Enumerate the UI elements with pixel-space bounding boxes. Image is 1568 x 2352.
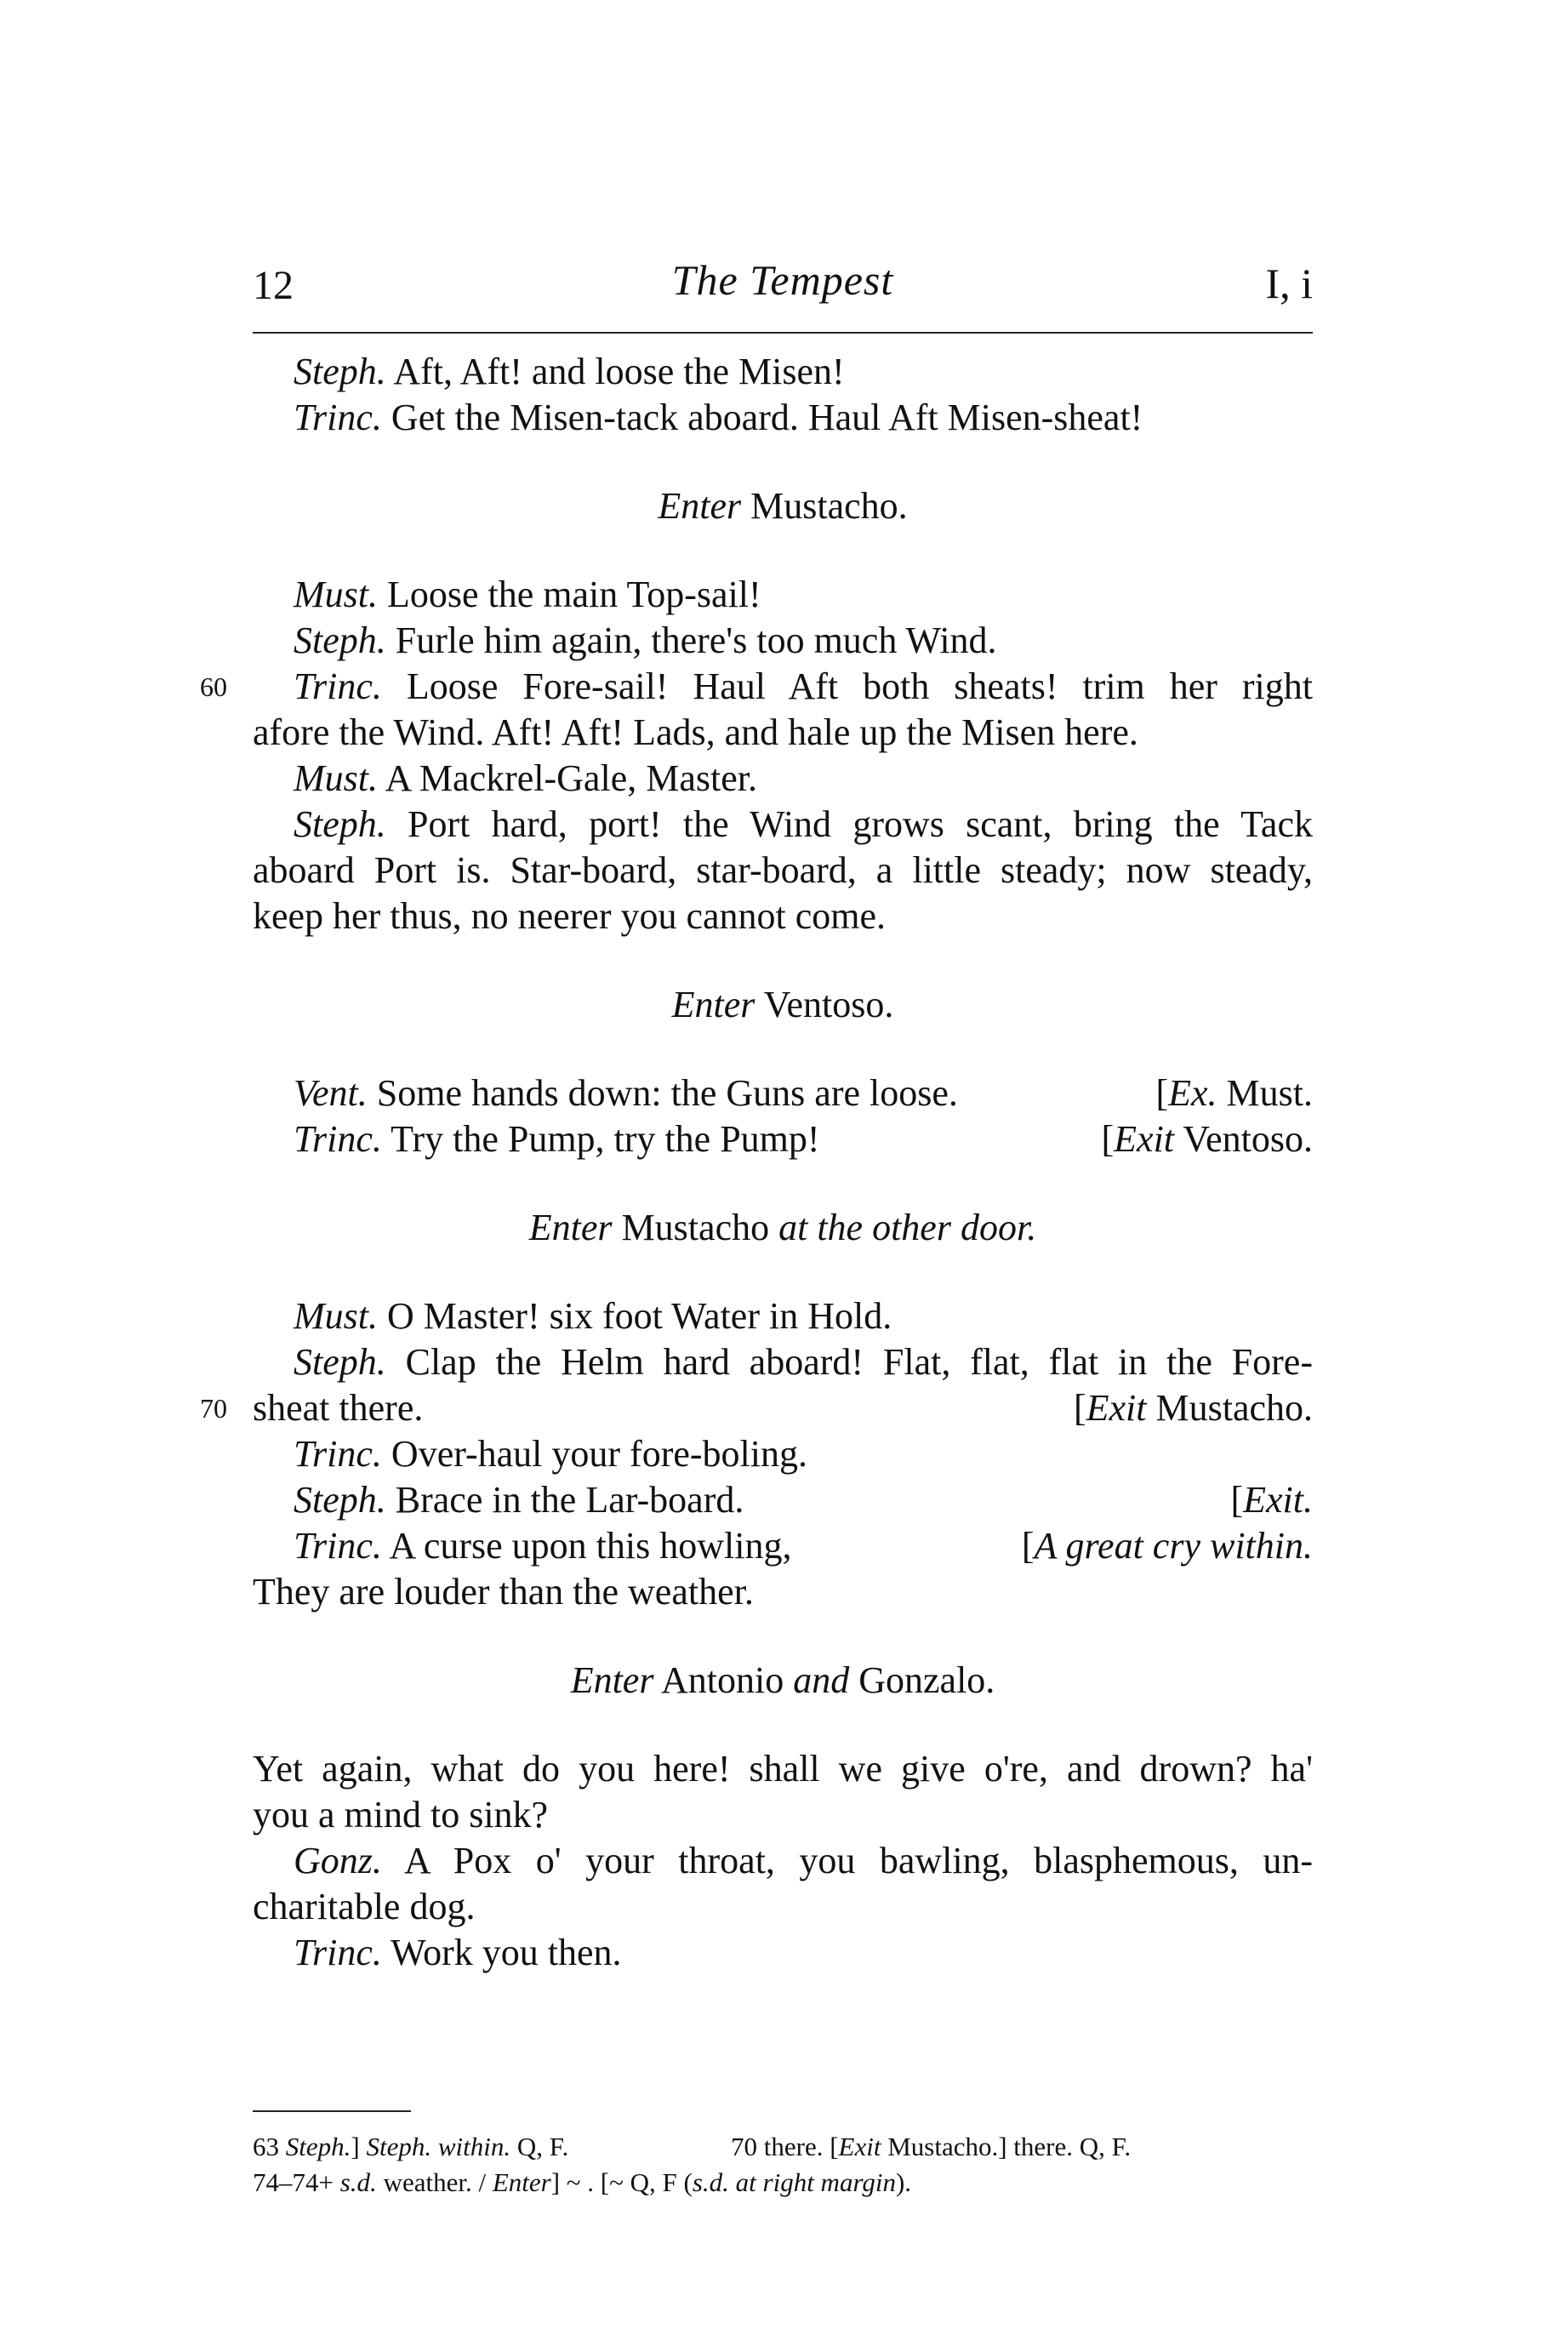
speech-line xyxy=(253,756,1313,802)
speaker: Must. xyxy=(294,1295,378,1337)
exit-direction: [Exit Ventoso. xyxy=(1101,1118,1313,1160)
line-text: Over-haul your fore-boling. xyxy=(381,1433,807,1475)
line-text: Port hard, port! the Wind grows scant, bring the Tack xyxy=(385,803,1313,845)
speech-line xyxy=(253,1930,1313,1976)
speaker: Trinc. xyxy=(294,1932,382,1973)
page-number: 12 xyxy=(253,263,294,308)
stage-direction: Enter Mustacho. xyxy=(658,485,908,527)
exit-direction: [Exit Mustacho. xyxy=(1073,1387,1313,1429)
line-text: A curse upon this howling, xyxy=(381,1525,792,1567)
line-text: Work you then. xyxy=(381,1932,622,1973)
line-text: Furle him again, there's too much Wind. xyxy=(385,619,997,661)
speech-line xyxy=(253,1431,1313,1477)
speaker: Trinc. xyxy=(294,1433,382,1475)
footnotes xyxy=(253,2129,1313,2201)
speech-line xyxy=(253,848,1313,893)
line-text: Some hands down: the Guns are loose. xyxy=(367,1072,958,1114)
line-text: afore the Wind. Aft! Aft! Lads, and hale up the Misen here. xyxy=(253,711,1138,753)
exit-direction: [Ex. Must. xyxy=(1155,1072,1313,1114)
speech-line xyxy=(253,1070,1313,1116)
speaker: Gonz. xyxy=(294,1840,382,1881)
speaker: Steph. xyxy=(294,1479,386,1521)
speech-line xyxy=(253,349,1313,395)
speaker: Vent. xyxy=(294,1072,368,1114)
cry-direction: [A great cry within. xyxy=(1021,1525,1313,1567)
speaker: Steph. xyxy=(294,351,386,392)
speech-line xyxy=(253,1339,1313,1385)
speaker: Trinc. xyxy=(294,1525,382,1567)
footnote-63: 63 Steph.] Steph. within. Q, F. xyxy=(253,2132,569,2161)
stage-direction: Enter Mustacho at the other door. xyxy=(528,1207,1037,1248)
line-text: Aft, Aft! and loose the Misen! xyxy=(385,351,845,392)
speaker: Steph. xyxy=(294,1341,386,1383)
footnote-line xyxy=(253,2165,1313,2201)
speech-line xyxy=(253,893,1313,939)
header-rule xyxy=(253,332,1313,334)
footnote-70: 70 there. [Exit Mustacho.] there. Q, F. xyxy=(731,2132,1132,2161)
line-number: 70 xyxy=(200,1393,227,1424)
line-text: Brace in the Lar-board. xyxy=(385,1479,744,1521)
speaker: Must. xyxy=(294,574,378,615)
act-scene: I, i xyxy=(1265,260,1313,307)
footnote-74: 74–74+ s.d. weather. / Enter] ~ . [~ Q, F (s.d. at right margin). xyxy=(253,2167,912,2197)
speech-line xyxy=(253,1746,1313,1792)
speech-line xyxy=(253,1116,1313,1162)
line-text: charitable dog. xyxy=(253,1886,476,1927)
stage-direction: Enter Ventoso. xyxy=(671,984,894,1025)
speaker: Steph. xyxy=(294,803,386,845)
speech-line xyxy=(253,572,1313,618)
line-text: sheat there. xyxy=(253,1387,424,1429)
line-text: keep her thus, no neerer you cannot come. xyxy=(253,895,887,937)
footnote-line xyxy=(253,2129,1313,2165)
line-text: A Mackrel-Gale, Master. xyxy=(378,757,757,799)
speech-line xyxy=(253,1477,1313,1523)
speech-line xyxy=(253,802,1313,848)
speech-line xyxy=(253,1569,1313,1615)
play-text xyxy=(200,349,1313,1976)
speech-line xyxy=(253,395,1313,441)
line-text: A Pox o' your throat, you bawling, blasphemous, un- xyxy=(381,1840,1313,1881)
line-text: Try the Pump, try the Pump! xyxy=(381,1118,820,1160)
speaker: Trinc. xyxy=(294,665,382,707)
stage-direction: Enter Antonio and Gonzalo. xyxy=(570,1659,995,1701)
speech-line xyxy=(200,1385,1313,1431)
exit-direction: [Exit. xyxy=(1230,1479,1313,1521)
speech-line xyxy=(253,618,1313,664)
speech-line xyxy=(253,1884,1313,1930)
running-header xyxy=(253,255,1313,323)
line-text: aboard Port is. Star-board, star-board, a little steady; now steady, xyxy=(253,849,1313,891)
speech-line xyxy=(253,1523,1313,1569)
speech-line xyxy=(200,664,1313,710)
speaker: Steph. xyxy=(294,619,386,661)
speech-line xyxy=(253,1293,1313,1339)
play-title: The Tempest xyxy=(671,256,894,304)
line-text: O Master! six foot Water in Hold. xyxy=(378,1295,892,1337)
line-number: 60 xyxy=(200,671,227,702)
speaker: Trinc. xyxy=(294,397,382,438)
line-text: Clap the Helm hard aboard! Flat, flat, flat in the Fore- xyxy=(385,1341,1313,1383)
footnote-rule xyxy=(253,2110,411,2112)
line-text: Loose Fore-sail! Haul Aft both sheats! trim her right xyxy=(381,665,1313,707)
line-text: Get the Misen-tack aboard. Haul Aft Misen-sheat! xyxy=(381,397,1143,438)
speech-line xyxy=(253,1838,1313,1884)
line-text: They are louder than the weather. xyxy=(253,1571,754,1613)
speaker: Trinc. xyxy=(294,1118,382,1160)
line-text: Loose the main Top-sail! xyxy=(378,574,761,615)
line-text: you a mind to sink? xyxy=(253,1794,549,1835)
speech-line xyxy=(253,710,1313,756)
speaker: Must. xyxy=(294,757,378,799)
speech-line xyxy=(253,1792,1313,1838)
line-text: Yet again, what do you here! shall we give o're, and drown? ha' xyxy=(253,1748,1313,1790)
